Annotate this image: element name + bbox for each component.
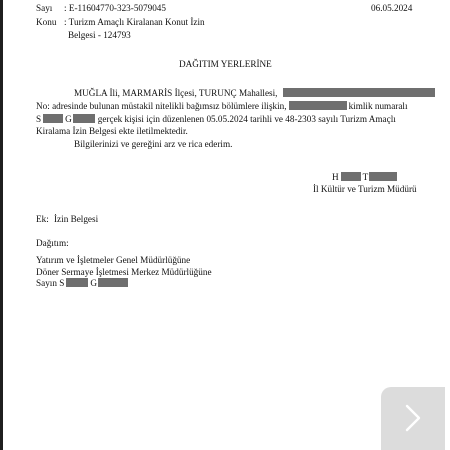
body-line-2-text: No: adresinde bulunan müstakil nitelikli bağımsız bölümlere ilişkin, [36, 101, 287, 111]
dagitim-item-2: Döner Sermaye İşletmesi Merkez Müdürlüğüne [36, 267, 212, 277]
signature-initial: H [332, 172, 339, 182]
redacted-recipient-first [66, 278, 88, 287]
redacted-signer-last [369, 172, 397, 181]
body-line-3-s: S [36, 114, 42, 124]
konu-line-2: Belgesi - 124793 [68, 30, 131, 40]
konu-label: Konu [36, 17, 57, 27]
chevron-right-icon [403, 403, 423, 433]
dagitim-sayin [36, 278, 128, 289]
body-line-3-g: G [65, 114, 72, 124]
signature-name [332, 172, 397, 183]
body-line-3-text: gerçek kişisi için düzenlenen 05.05.2024 tarihli ve 48-2303 sayılı Turizm Amaçlı [97, 114, 396, 124]
signature-initial-2: T [362, 172, 369, 182]
document-date: 06.05.2024 [371, 3, 413, 13]
redacted-first-name [43, 114, 63, 123]
body-line-2 [36, 101, 408, 112]
redacted-last-name [73, 114, 95, 123]
ek-value: İzin Belgesi [54, 214, 99, 224]
dagitim-label: Dağıtım: [36, 238, 69, 248]
redacted-address [283, 88, 435, 97]
next-page-button[interactable] [381, 387, 445, 450]
body-line-4: Kiralama İzin Belgesi ekte iletilmektedir. [36, 126, 188, 136]
body-line-3 [36, 114, 396, 125]
redacted-signer-first [341, 172, 361, 181]
body-line-5: Bilgilerinizi ve gereğini arz ve rica ederim. [74, 139, 233, 149]
left-border [0, 0, 3, 450]
ek-label: Ek: [36, 214, 49, 224]
dagitim-sayin-g: G [90, 278, 97, 288]
redacted-id-number [289, 101, 347, 110]
sayi-value: : E-11604770-323-5079045 [64, 3, 166, 13]
body-line-2-end: kimlik numaralı [348, 101, 408, 111]
body-line-1-text: MUĞLA İli, MARMARİS İlçesi, TURUNÇ Mahallesi, [74, 88, 278, 98]
dagitim-item-1: Yatırım ve İşletmeler Genel Müdürlüğüne [36, 255, 191, 265]
signature-role: İl Kültür ve Turizm Müdürü [313, 184, 417, 194]
document-title: DAĞITIM YERLERİNE [179, 59, 272, 69]
konu-line-1: : Turizm Amaçlı Kiralanan Konut İzin [64, 17, 205, 27]
dagitim-sayin-text: Sayın S [36, 278, 65, 288]
body-line-1 [74, 88, 435, 99]
sayi-label: Sayı [36, 3, 53, 13]
redacted-recipient-last [98, 278, 128, 287]
